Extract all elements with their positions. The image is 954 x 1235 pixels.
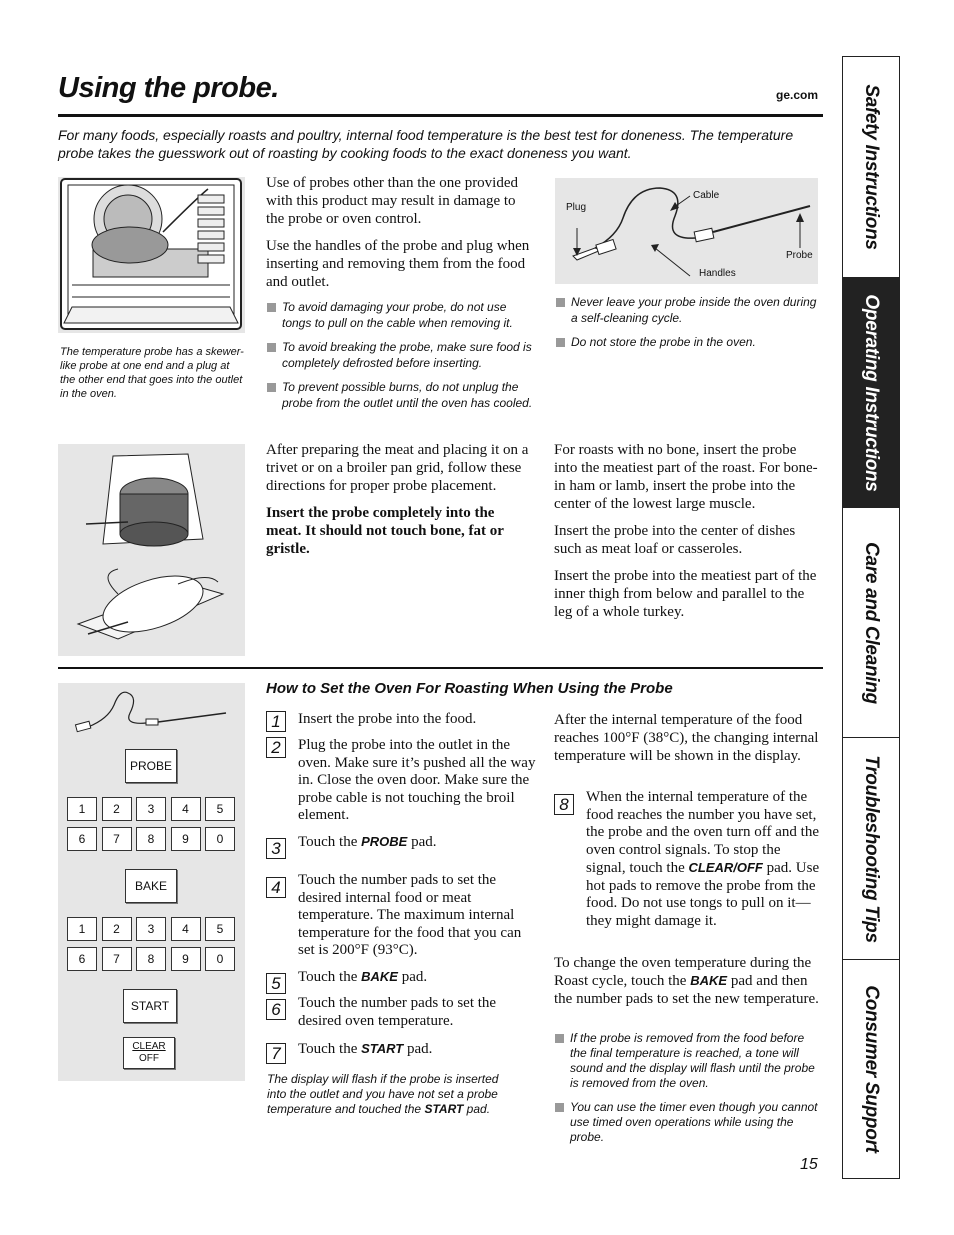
number-key-1[interactable]: 1 [67,797,97,821]
header-rule [58,114,823,117]
probe-small-drawing [58,683,245,743]
step-number: 8 [554,794,574,815]
number-key-7[interactable]: 7 [102,947,132,971]
number-key-9[interactable]: 9 [171,827,201,851]
number-key-6[interactable]: 6 [67,827,97,851]
step-text: When the internal temperature of the food reaches the number you have set, the probe and the oven turn off and the oven control signals. To stop the signal, touch the CLEAR/OFF pad. Use hot pads to remove the probe from the food. Do not use tongs to pull on it—they might damage it. [586,789,820,929]
step-2 [266,737,536,825]
step-text: Touch the PROBE pad. [298,834,437,850]
section3-right-bullets [554,1031,822,1154]
bake-pad[interactable]: BAKE [125,869,177,903]
number-key-7[interactable]: 7 [102,827,132,851]
turkey-paragraph: Insert the probe into the meatiest part of the inner thigh from below and parallel to the leg of a whole turkey. [554,568,817,620]
intro-paragraph: For many foods, especially roasts and poultry, internal food temperature is the best test for doneness. The temperature probe takes the guesswork out of roasting by cooking foods to the exact doneness you want. [58,127,794,161]
oven-drawing [58,177,245,333]
bullet-burns: To prevent possible burns, do not unplug the probe from the outlet until the oven has cooled. [266,380,536,411]
tab-troubleshooting-tips[interactable]: Troubleshooting Tips [843,738,899,960]
bake-keyword: BAKE [690,973,728,988]
step-number: 2 [266,737,286,758]
probe-keyword: PROBE [361,834,408,849]
roast-placement-paragraph: For roasts with no bone, insert the probe into the meatiest part of the roast. For bone-in ham or lamb, insert the probe into the center of the lowest large muscle. [554,442,818,512]
step-text: Touch the number pads to set the desired internal food or meat temperature. The maximum internal temperature for the food that you can set is 200°F (93°C). [298,872,522,958]
prep-paragraph: After preparing the meat and placing it on a trivet or on a broiler pan grid, follow these directions for proper probe placement. [266,442,529,494]
number-key-3[interactable]: 3 [136,917,166,941]
step-number: 6 [266,999,286,1020]
insert-bold-paragraph: Insert the probe completely into the meat. It should not touch bone, fat or gristle. [266,505,504,557]
step-4 [266,872,536,960]
step-text: Touch the BAKE pad. [298,969,428,985]
number-key-9[interactable]: 9 [171,947,201,971]
step-number: 4 [266,877,286,898]
tab-operating-instructions[interactable]: Operating Instructions [843,278,899,508]
step-number: 3 [266,838,286,859]
casserole-paragraph: Insert the probe into the center of dishes such as meat loaf or casseroles. [554,523,796,557]
page-number: 15 [800,1156,818,1173]
number-key-3[interactable]: 3 [136,797,166,821]
section2-middle [266,441,538,567]
section-rule [58,667,823,669]
bullet-self-clean: Never leave your probe inside the oven during a self-cleaning cycle. [555,295,823,326]
site-link[interactable]: ge.com [776,88,819,102]
step-text: Touch the START pad. [298,1041,433,1057]
label-cable: Cable [693,190,720,201]
bake-keyword: BAKE [361,969,398,984]
after-paragraph: After the internal temperature of the food reaches 100°F (38°C), the changing internal temperature will be shown in the display. [554,712,819,764]
bullet-timer: You can use the timer even though you cannot use timed oven operations while using the probe. [554,1100,822,1145]
label-plug: Plug [566,202,587,213]
label-handles: Handles [699,268,736,279]
bullet-store: Do not store the probe in the oven. [555,335,823,351]
tab-consumer-support[interactable]: Consumer Support [861,985,882,1153]
roast-drawing [58,444,245,656]
section3-heading: How to Set the Oven For Roasting When Using the Probe [266,680,673,697]
number-key-4[interactable]: 4 [171,797,201,821]
roast-illustration [58,444,245,656]
label-probe: Probe [786,250,813,261]
step-text: Plug the probe into the outlet in the oven. Make sure it’s pushed all the way in. Close the oven door. Make sure the probe cable is not touching the broil element. [298,737,536,823]
probe-caption: The temperature probe has a skewer-like probe at one end and a plug at the other end that goes into the outlet in the oven. [60,346,244,400]
number-key-0[interactable]: 0 [205,947,235,971]
probe-drawing [555,178,818,284]
step-5 [266,968,536,993]
number-key-5[interactable]: 5 [205,797,235,821]
handles-paragraph: Use the handles of the probe and plug when inserting and removing them from the food and outlet. [266,238,530,290]
step-8 [554,789,822,930]
step-text: Touch the number pads to set the desired oven temperature. [298,995,497,1029]
step-number: 1 [266,711,286,732]
number-key-1[interactable]: 1 [67,917,97,941]
bullet-defrost: To avoid breaking the probe, make sure food is completely defrosted before inserting. [266,340,536,371]
probe-diagram [555,178,818,284]
section1-middle [266,174,536,420]
keypad-illustration [58,683,245,1081]
flash-note: The display will flash if the probe is inserted into the outlet and you have not set a probe temperature and touched the START pad. [267,1072,499,1116]
section1-right-bullets [555,295,823,360]
clear-off-keyword: CLEAR/OFF [688,860,763,875]
step-number: 7 [266,1043,286,1064]
tab-care-and-cleaning[interactable]: Care and Cleaning [843,508,899,738]
step-7 [266,1040,536,1063]
clear-off-pad[interactable]: CLEAR OFF [123,1037,175,1069]
oven-illustration [58,177,245,333]
step-text: Insert the probe into the food. [298,711,477,727]
step-6 [266,995,536,1030]
step-number: 5 [266,973,286,994]
step-1 [266,711,536,729]
page-title: Using the probe. [58,72,279,104]
tab-safety-instructions[interactable]: Safety Instructions [843,57,899,278]
number-key-6[interactable]: 6 [67,947,97,971]
number-key-8[interactable]: 8 [136,947,166,971]
number-key-8[interactable]: 8 [136,827,166,851]
start-keyword: START [361,1041,404,1056]
start-pad[interactable]: START [123,989,177,1023]
number-key-4[interactable]: 4 [171,917,201,941]
bullet-probe-removed: If the probe is removed from the food before the final temperature is reached, a tone will sound and the display will flash until the probe is removed from the oven. [554,1031,822,1091]
number-key-0[interactable]: 0 [205,827,235,851]
step-3 [266,833,536,858]
probe-warning-paragraph: Use of probes other than the one provided with this product may result in damage to the probe or oven control. [266,175,519,227]
number-key-5[interactable]: 5 [205,917,235,941]
number-key-2[interactable]: 2 [102,917,132,941]
number-key-2[interactable]: 2 [102,797,132,821]
change-temp-paragraph: To change the oven temperature during the Roast cycle, touch the BAKE pad and then the number pads to set the new temperature. [554,955,819,1007]
section2-right [554,441,822,630]
bullet-tongs: To avoid damaging your probe, do not use tongs to pull on the cable when removing it. [266,300,536,331]
probe-pad[interactable]: PROBE [125,749,177,783]
section-tabs [842,56,900,1179]
